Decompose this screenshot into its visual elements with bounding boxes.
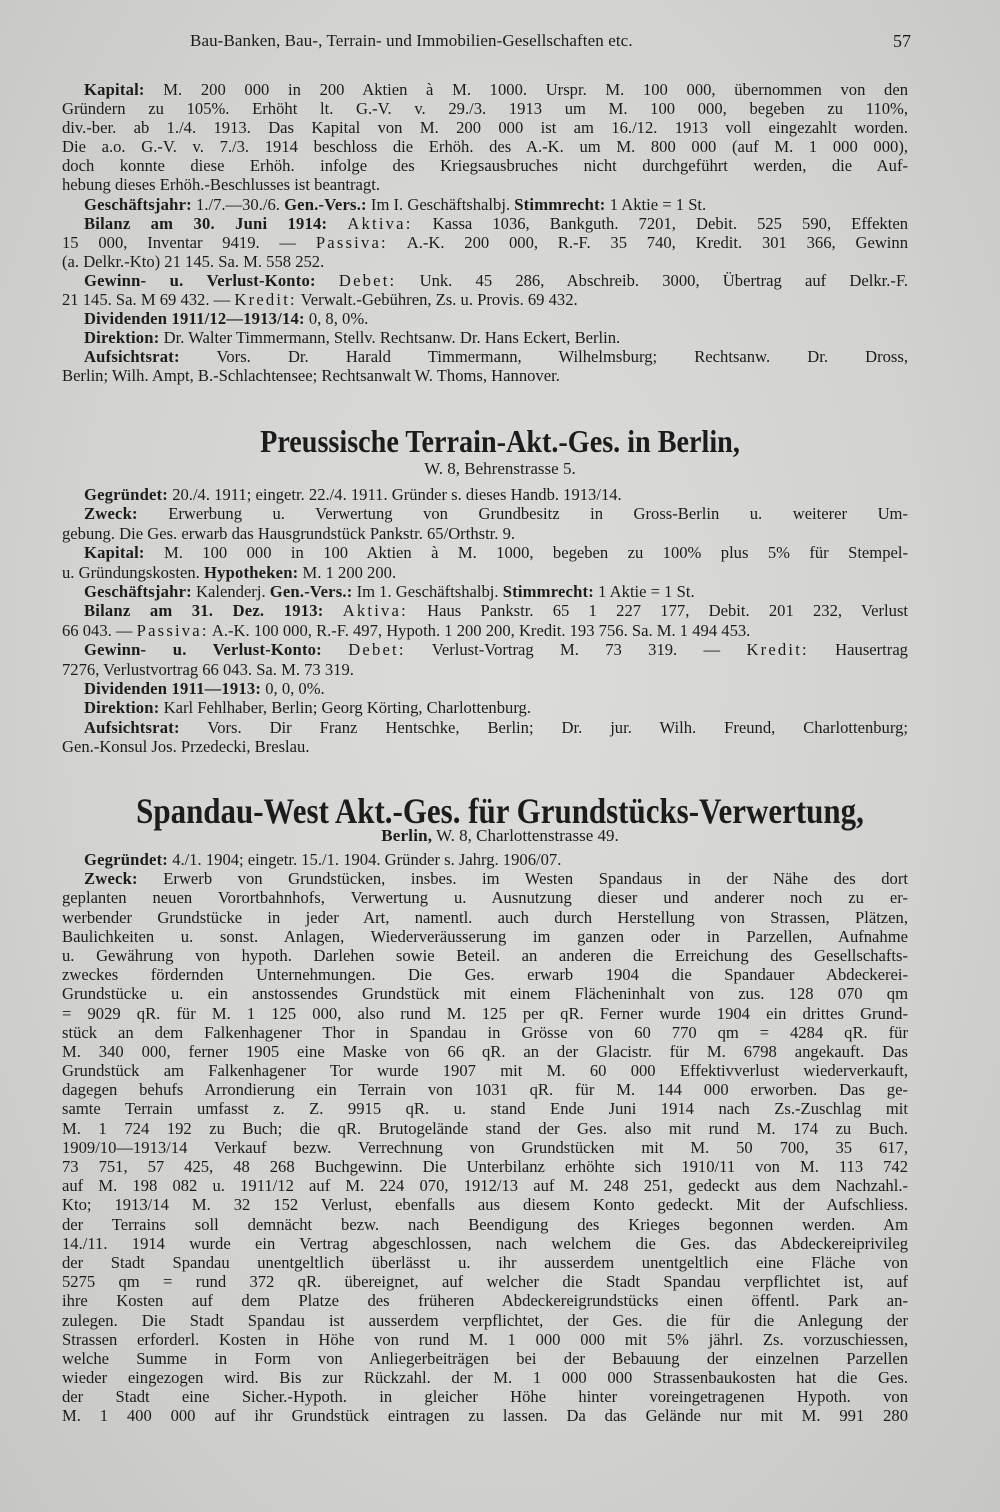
text-line xyxy=(62,156,908,175)
text-line xyxy=(62,524,908,543)
text-line xyxy=(62,80,908,99)
account-heading: Debet: xyxy=(348,640,406,660)
text-run: Erwerbung u. Verwertung von Grundbesitz in Gross-Berlin u. weiterer Um- xyxy=(137,504,908,524)
text-run: der Stadt eine Sicher.-Hypoth. in gleicher Höhe hinter voreingetragenen Hypoth. von xyxy=(62,1387,908,1407)
field-label: Aufsichtsrat: xyxy=(84,717,180,737)
text-line xyxy=(62,1349,908,1368)
text-line xyxy=(62,946,908,965)
field-label: Gewinn- u. Verlust-Konto: xyxy=(84,640,322,660)
text-line xyxy=(62,309,908,328)
field-label: Geschäftsjahr: xyxy=(84,581,192,601)
text-run: 5275 qm = rund 372 qR. übereignet, auf welcher die Stadt Spandau verpflichtet ist, auf xyxy=(62,1272,908,1292)
account-heading: Aktiva: xyxy=(342,601,408,621)
text-run: 66 043. — xyxy=(62,620,137,640)
text-run: M. 200 000 in 200 Aktien à M. 1000. Urspr. M. 100 000, übernommen von den xyxy=(144,80,908,99)
text-line xyxy=(62,543,908,562)
text-line xyxy=(62,1119,908,1138)
text-run: Verlust-Vortrag M. 73 319. — xyxy=(405,640,747,660)
text-run: Vors. Dr. Harald Timmermann, Wilhelmsburg; Rechtsanw. Dr. Dross, xyxy=(179,347,908,367)
text-line xyxy=(62,601,908,620)
text-run: M. 1 724 192 zu Buch; die qR. Brutogelände stand der Ges. also mit rund M. 174 zu Buch. xyxy=(62,1118,908,1138)
text-run: Kto; 1913/14 M. 32 152 Verlust, ebenfalls aus diesem Konto gedeckt. Mit der Aufschliess. xyxy=(62,1195,908,1215)
text-run: Grundstücke u. ein anstossendes Grundstück mit einem Flächeninhalt von zus. 128 070 qm xyxy=(62,984,908,1004)
text-line xyxy=(62,271,908,290)
text-run: Die a.o. G.-V. v. 7./3. 1914 beschloss die Erhöh. des A.-K. um M. 800 000 (auf M. 1 000 000), xyxy=(62,137,908,157)
text-line xyxy=(62,99,908,118)
account-heading: Passiva: xyxy=(136,620,209,640)
text-line xyxy=(62,640,908,659)
text-run: 4./1. 1904; eingetr. 15./1. 1904. Gründer s. Jahrg. 1906/07. xyxy=(168,850,562,869)
text-run: wieder eingezogen wird. Bis zur Rückzahl. der M. 1 000 000 Strassenbaukosten hat die Ges. xyxy=(62,1368,908,1388)
text-line xyxy=(62,1157,908,1176)
text-run: 1 Aktie = 1 St. xyxy=(593,581,695,601)
text-run: M. 100 000 in 100 Aktien à M. 1000, begeben zu 100% plus 5% für Stempel- xyxy=(144,543,908,563)
text-run: 14./11. 1914 wurde ein Vertrag abgeschlossen, nach welchem die Ges. das Abdeckereiprivileg xyxy=(62,1233,908,1253)
text-run: zulegen. Die Stadt Spandau ist ausserdem verpflichtet, der Ges. die für die Anlegung der xyxy=(62,1310,908,1330)
text-run: Kalenderj. xyxy=(191,581,270,601)
text-line xyxy=(62,1406,908,1425)
text-line xyxy=(62,175,908,194)
text-run: M. 1 400 000 auf ihr Grundstück eintragen zu lassen. Da das Gelände nur mit M. 991 280 xyxy=(62,1406,908,1426)
text-run: Im I. Geschäftshalbj. xyxy=(366,194,515,214)
text-line xyxy=(62,1080,908,1099)
text-run xyxy=(323,601,342,620)
text-run: M. 1 200 200. xyxy=(298,562,397,582)
text-line xyxy=(62,1042,908,1061)
text-run: Hausertrag xyxy=(808,640,908,660)
text-line xyxy=(62,965,908,984)
text-run: = 9029 qR. für M. 1 125 000, also rund M. 125 per qR. Ferner wurde 1904 ein drittes Grund- xyxy=(62,1003,908,1023)
field-label: Bilanz am 31. Dez. 1913: xyxy=(84,601,324,621)
field-label: Gegründet: xyxy=(84,850,169,869)
entry-continued xyxy=(62,80,908,386)
text-run: werbender Grundstücke in jeder Art, namentl. auch durch Herstellung von Strassen, Plätzen, xyxy=(62,907,908,927)
text-line xyxy=(62,366,908,385)
text-line xyxy=(62,1004,908,1023)
text-run: Unk. 45 286, Abschreib. 3000, Übertrag auf Delkr.-F. xyxy=(396,270,908,290)
field-label: Direktion: xyxy=(84,698,160,718)
text-line xyxy=(62,1253,908,1272)
text-line xyxy=(62,1195,908,1214)
text-line xyxy=(62,195,908,214)
company-title-spandau-west: Spandau-West Akt.-Ges. für Grundstücks-Verwertung, xyxy=(136,791,864,831)
text-run: der Stadt Spandau unentgeltlich überlässt u. ihr ausserdem unentgeltlich eine Fläche von xyxy=(62,1252,908,1272)
text-line xyxy=(62,1272,908,1291)
text-line xyxy=(62,328,908,347)
text-run: zweckes fördernden Unternehmungen. Die Ges. erwarb 1904 die Spandauer Abdeckerei- xyxy=(62,965,908,985)
text-run: Haus Pankstr. 65 1 227 177, Debit. 201 232, Verlust xyxy=(407,601,909,621)
field-label: Dividenden 1911/12—1913/14: xyxy=(84,309,305,329)
text-line xyxy=(62,1291,908,1310)
text-run: A.-K. 200 000, R.-F. 35 740, Kredit. 301 366, Gewinn xyxy=(387,232,909,252)
text-line xyxy=(62,582,908,601)
text-run: 20./4. 1911; eingetr. 22./4. 1911. Gründer s. dieses Handb. 1913/14. xyxy=(168,485,622,504)
text-run: ihre Kosten auf dem Platze des früheren Abdeckereigrundstücks einen öffentl. Park an- xyxy=(62,1291,908,1311)
field-label: Kapital: xyxy=(84,80,145,99)
text-run: Karl Fehlhaber, Berlin; Georg Körting, Charlottenburg. xyxy=(159,698,531,718)
text-run: 1 Aktie = 1 St. xyxy=(605,194,707,214)
text-run: welche Summe in Form von Anliegerbeiträgen bei der Bebauung der einzelnen Parzellen xyxy=(62,1348,908,1368)
text-run: Kassa 1036, Bankguth. 7201, Debit. 525 590, Effekten xyxy=(412,213,909,233)
text-line xyxy=(62,214,908,233)
text-line xyxy=(62,1023,908,1042)
text-line xyxy=(62,1061,908,1080)
text-run: stück an dem Falkenhagener Thor in Spandau in Grösse von 60 770 qm = 4284 qR. für xyxy=(62,1022,908,1042)
text-line xyxy=(62,347,908,366)
text-run: 15 000, Inventar 9419. — xyxy=(62,232,316,252)
text-run: hebung dieses Erhöh.-Beschlusses ist beantragt. xyxy=(62,175,380,195)
text-run: u. Gründungskosten. xyxy=(62,562,204,582)
field-label: Gen.-Vers.: xyxy=(269,581,353,601)
field-label: Aufsichtsrat: xyxy=(84,347,180,367)
text-run: gebung. Die Ges. erwarb das Hausgrundstück Pankstr. 65/Orthstr. 9. xyxy=(62,523,516,543)
text-run: Erwerb von Grundstücken, insbes. im Westen Spandaus in der Nähe des dort xyxy=(137,869,908,889)
entry-spandau-west xyxy=(62,850,908,1426)
text-line xyxy=(62,1387,908,1406)
text-line xyxy=(62,737,908,756)
text-line xyxy=(62,1099,908,1118)
text-line xyxy=(62,485,908,504)
text-run: W. 8, Behrenstrasse 5. xyxy=(424,459,576,478)
text-line xyxy=(62,1138,908,1157)
field-label: Zweck: xyxy=(84,504,138,524)
field-label: Kapital: xyxy=(84,543,145,563)
text-run: Berlin; Wilh. Ampt, B.-Schlachtensee; Rechtsanwalt W. Thoms, Hannover. xyxy=(62,366,560,386)
field-label: Berlin, xyxy=(381,826,433,845)
field-label: Gen.-Vers.: xyxy=(284,194,367,214)
text-line xyxy=(62,718,908,737)
text-run: auf M. 198 082 u. 1911/12 auf M. 224 070, 1912/13 auf M. 248 251, gedeckt aus dem Nachzahl.- xyxy=(62,1176,908,1196)
text-run xyxy=(316,271,339,290)
text-run: samte Terrain umfasst z. Z. 9915 qR. u. stand Ende Juni 1914 nach Zs.-Zuschlag mit xyxy=(62,1099,908,1119)
text-line xyxy=(62,118,908,137)
text-run: doch konnte diese Erhöh. infolge des Kriegsausbruches nicht durchgeführt werden, die Auf- xyxy=(62,156,908,176)
text-run: 0, 0, 0%. xyxy=(261,678,325,698)
text-run: Baulichkeiten u. sonst. Anlagen, Wiederveräusserung im ganzen oder in Parzellen, Aufnahme xyxy=(62,926,908,946)
field-label: Dividenden 1911—1913: xyxy=(84,678,262,698)
text-line xyxy=(62,927,908,946)
text-run: (a. Delkr.-Kto) 21 145. Sa. M. 558 252. xyxy=(62,251,325,271)
text-run: Grundstück am Falkenhagener Tor wurde 1907 mit M. 60 000 Effektivverlust wiederverkauft, xyxy=(62,1061,908,1081)
entry-preussische-terrain xyxy=(62,485,908,756)
page-number: 57 xyxy=(893,31,911,51)
text-line xyxy=(62,563,908,582)
text-run: Gen.-Konsul Jos. Przedecki, Breslau. xyxy=(62,737,310,757)
text-run: 1909/10—1913/14 Verkauf bezw. Verrechnung von Grundstücken mit M. 50 700, 35 617, xyxy=(62,1137,908,1157)
text-run: 21 145. Sa. M 69 432. — xyxy=(62,290,235,310)
field-label: Gewinn- u. Verlust-Konto: xyxy=(84,270,316,290)
text-run: der Terrains soll demnächt bezw. nach Beendigung des Krieges begonnen werden. Am xyxy=(62,1214,908,1234)
company-address xyxy=(0,826,1000,846)
text-line xyxy=(62,504,908,523)
account-heading: Passiva: xyxy=(315,232,388,252)
text-run: 1./7.—30./6. xyxy=(191,194,285,214)
account-heading: Kredit: xyxy=(746,640,809,660)
text-line xyxy=(62,1311,908,1330)
text-line xyxy=(62,869,908,888)
account-heading: Kredit: xyxy=(234,290,297,310)
text-run xyxy=(327,214,347,233)
text-run: M. 340 000, ferner 1905 eine Maske von 66 qR. an der Glacistr. für M. 6798 angekauft. Das xyxy=(62,1041,908,1061)
field-label: Direktion: xyxy=(84,328,160,348)
text-run xyxy=(322,640,348,659)
text-run: Dr. Walter Timmermann, Stellv. Rechtsanw. Dr. Hans Eckert, Berlin. xyxy=(159,328,621,348)
text-line xyxy=(62,1234,908,1253)
text-line xyxy=(62,137,908,156)
account-heading: Aktiva: xyxy=(347,213,413,233)
field-label: Geschäftsjahr: xyxy=(84,194,192,214)
text-run: div.-ber. ab 1./4. 1913. Das Kapital von M. 200 000 ist am 16./12. 1913 voll eingezahlt worden. xyxy=(62,118,908,138)
text-line xyxy=(62,850,908,869)
field-label: Hypotheken: xyxy=(203,562,299,582)
text-line xyxy=(62,908,908,927)
text-run: 73 751, 57 425, 48 268 Buchgewinn. Die Unterbilanz erhöhte sich 1910/11 von M. 113 742 xyxy=(62,1157,908,1176)
text-run: Gründern zu 105%. Erhöht lt. G.-V. v. 29./3. 1913 um M. 100 000, begeben zu 110%, xyxy=(62,99,908,119)
text-run: u. Gewährung von hypoth. Darlehen sowie Beteil. an anderen die Erreichung des Gesellschafts- xyxy=(62,945,908,965)
text-line xyxy=(62,1215,908,1234)
text-run: 7276, Verlustvortrag 66 043. Sa. M. 73 319. xyxy=(62,659,354,679)
text-line xyxy=(62,698,908,717)
text-run: 0, 8, 0%. xyxy=(304,309,369,329)
text-run: Vors. Dir Franz Hentschke, Berlin; Dr. jur. Wilh. Freund, Charlottenburg; xyxy=(179,717,908,737)
field-label: Zweck: xyxy=(84,869,138,889)
field-label: Stimmrecht: xyxy=(502,581,594,601)
text-run: Verwalt.-Gebühren, Zs. u. Provis. 69 432. xyxy=(296,290,578,310)
text-line xyxy=(62,1176,908,1195)
text-run: dagegen behufs Arrondierung ein Terrain von 1031 qR. für M. 144 000 erworben. Das ge- xyxy=(62,1080,908,1100)
text-line xyxy=(62,290,908,309)
company-address xyxy=(0,459,1000,479)
text-line xyxy=(62,233,908,252)
field-label: Bilanz am 30. Juni 1914: xyxy=(84,213,328,233)
text-line xyxy=(62,621,908,640)
text-run: geplanten neuen Vorortbahnhofs, Verwertung u. Ausnutzung dieser und anderer noch zu er- xyxy=(62,888,908,908)
running-header: Bau-Banken, Bau-, Terrain- und Immobilien-Gesellschaften etc. xyxy=(190,31,633,50)
company-title-preussische-terrain: Preussische Terrain-Akt.-Ges. in Berlin, xyxy=(260,423,740,459)
text-line xyxy=(62,984,908,1003)
text-run: A.-K. 100 000, R.-F. 497, Hypoth. 1 200 200, Kredit. 193 756. Sa. M. 1 494 453. xyxy=(208,620,751,640)
account-heading: Debet: xyxy=(338,270,397,290)
text-line xyxy=(62,660,908,679)
text-line xyxy=(62,679,908,698)
text-line xyxy=(62,1330,908,1349)
text-run: W. 8, Charlottenstrasse 49. xyxy=(432,826,619,845)
text-line xyxy=(62,252,908,271)
field-label: Gegründet: xyxy=(84,485,169,504)
text-run: Im 1. Geschäftshalbj. xyxy=(352,581,503,601)
text-run: Strassen erforderl. Kosten in Höhe von rund M. 1 000 000 mit 5% jährl. Zs. vorzuschiessen, xyxy=(62,1329,908,1349)
field-label: Stimmrecht: xyxy=(514,194,606,214)
text-line xyxy=(62,1368,908,1387)
text-line xyxy=(62,888,908,907)
